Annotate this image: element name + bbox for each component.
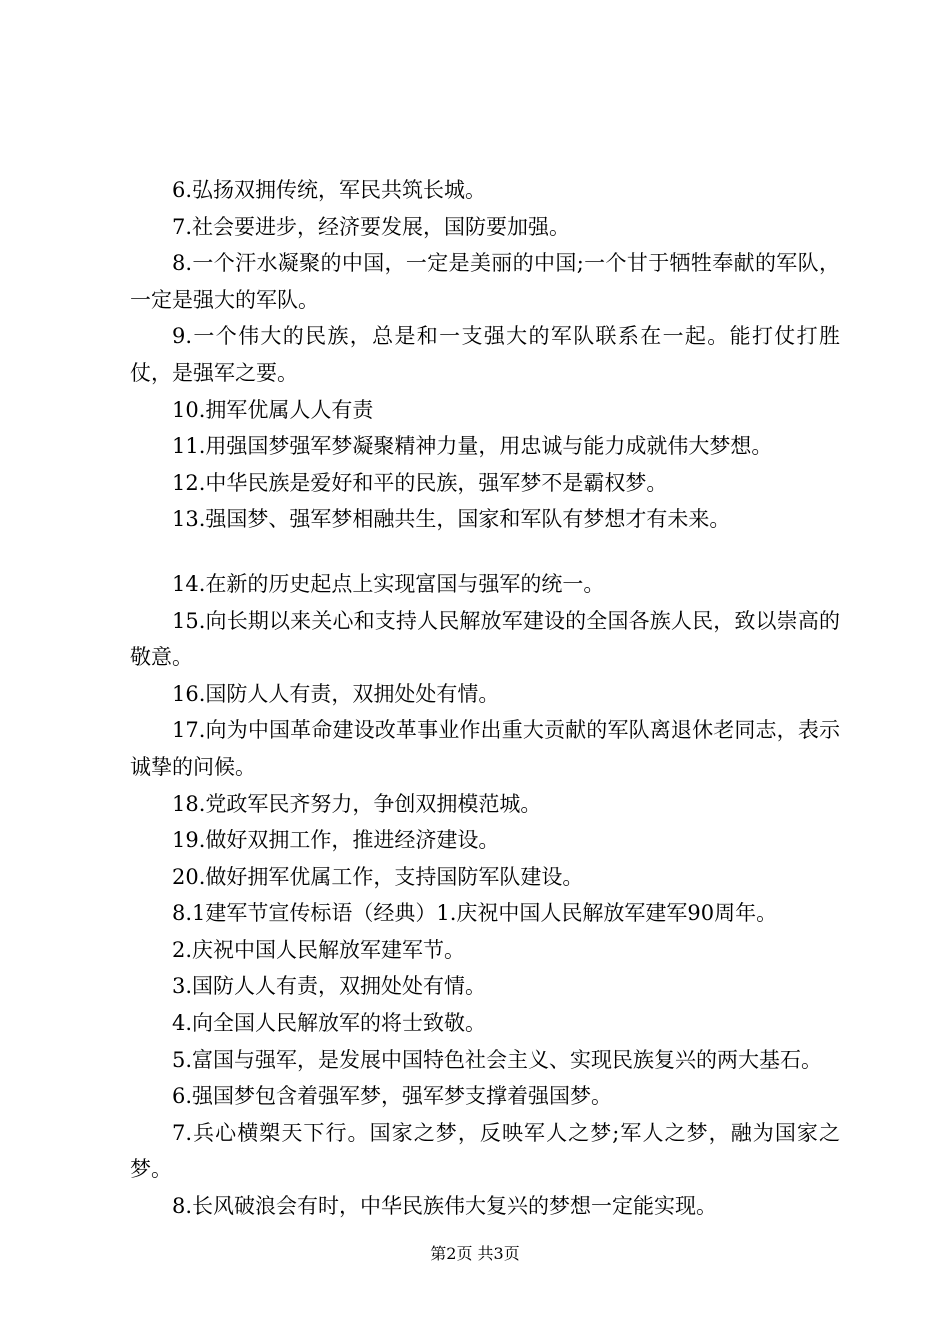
paragraph: 13.强国梦、强军梦相融共生，国家和军队有梦想才有未来。 bbox=[172, 507, 731, 532]
paragraph-gap bbox=[130, 538, 840, 566]
paragraph: 2.庆祝中国人民解放军建军节。 bbox=[172, 937, 466, 962]
paragraph: 3.国防人人有责，双拥处处有情。 bbox=[172, 974, 487, 999]
page-number-footer: 第2页 共3页 bbox=[430, 1244, 520, 1263]
paragraph: 20.做好拥军优属工作，支持国防军队建设。 bbox=[172, 864, 584, 889]
paragraph: 11.用强国梦强军梦凝聚精神力量，用忠诚与能力成就伟大梦想。 bbox=[172, 434, 773, 459]
paragraph: 6.弘扬双拥传统，军民共筑长城。 bbox=[172, 178, 487, 202]
paragraph: 7.社会要进步，经济要发展，国防要加强。 bbox=[172, 214, 571, 239]
paragraph: 14.在新的历史起点上实现富国与强军的统一。 bbox=[172, 571, 605, 596]
paragraph: 5.富国与强军，是发展中国特色社会主义、实现民族复兴的两大基石。 bbox=[172, 1047, 823, 1072]
paragraph: 8.一个汗水凝聚的中国，一定是美丽的中国;一个甘于牺牲奉献的军队，一定是强大的军队。 bbox=[130, 251, 840, 312]
paragraph: 8.长风破浪会有时，中华民族伟大复兴的梦想一定能实现。 bbox=[172, 1194, 718, 1219]
document-body bbox=[130, 172, 840, 1225]
paragraph: 9.一个伟大的民族，总是和一支强大的军队联系在一起。能打仗打胜仗，是强军之要。 bbox=[130, 324, 840, 385]
paragraph: 6.强国梦包含着强军梦，强军梦支撑着强国梦。 bbox=[172, 1084, 613, 1109]
paragraph: 19.做好双拥工作，推进经济建设。 bbox=[172, 828, 500, 853]
paragraph: 16.国防人人有责，双拥处处有情。 bbox=[172, 681, 500, 706]
paragraph: 17.向为中国革命建设改革事业作出重大贡献的军队离退休老同志，表示诚挚的问候。 bbox=[130, 718, 840, 779]
paragraph: 7.兵心横槊天下行。国家之梦，反映军人之梦;军人之梦，融为国家之梦。 bbox=[130, 1120, 840, 1182]
paragraph: 4.向全国人民解放军的将士致敬。 bbox=[172, 1011, 487, 1036]
paragraph: 8.1建军节宣传标语（经典）1.庆祝中国人民解放军建军90周年。 bbox=[172, 901, 778, 926]
paragraph: 12.中华民族是爱好和平的民族，强军梦不是霸权梦。 bbox=[172, 470, 668, 495]
paragraph: 10.拥军优属人人有责 bbox=[172, 397, 374, 422]
paragraph: 15.向长期以来关心和支持人民解放军建设的全国各族人民，致以崇高的敬意。 bbox=[130, 608, 840, 670]
paragraph: 18.党政军民齐努力，争创双拥模范城。 bbox=[172, 791, 542, 816]
